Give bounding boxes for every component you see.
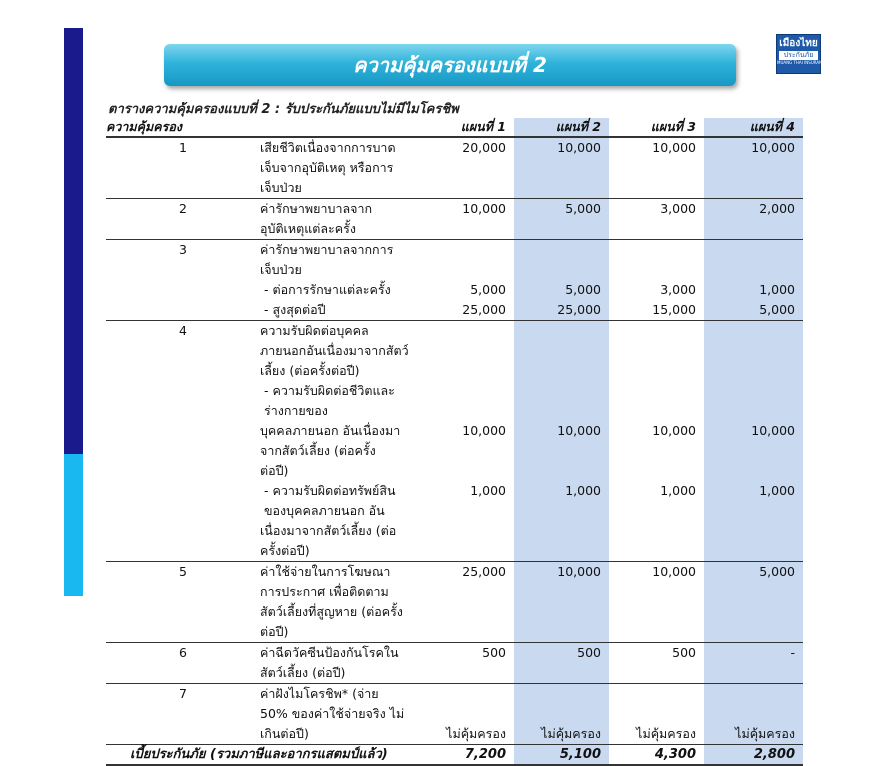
row-number bbox=[106, 421, 260, 461]
coverage-table bbox=[106, 118, 803, 766]
coverage-description: ค่ารักษาพยาบาลจากอุบัติเหตุแต่ละครั้ง bbox=[260, 199, 414, 240]
coverage-description: ความรับผิดต่อบุคคลภายนอกอันเนื่องมาจากสัตว์ bbox=[260, 321, 414, 362]
logo-line-3: MUANG THAI INSURANCE bbox=[777, 60, 828, 65]
row-number bbox=[106, 521, 260, 562]
coverage-description: ค่าใช้จ่ายในการโฆษณา การประกาศ เพื่อติดตาม bbox=[260, 562, 414, 603]
plan-4-value: 1,000 bbox=[704, 280, 803, 300]
plan-1-value bbox=[414, 240, 514, 281]
table-row bbox=[106, 199, 803, 240]
table-row bbox=[106, 178, 803, 199]
plan-3-value: 3,000 bbox=[660, 282, 696, 297]
table-row bbox=[106, 300, 803, 321]
plan-3-value bbox=[609, 381, 704, 421]
plan-2-value bbox=[514, 178, 609, 199]
plan-3-value: 15,000 bbox=[652, 302, 696, 317]
sidebar-accent-light bbox=[64, 454, 83, 596]
header-plan-4: แผนที่ 4 bbox=[704, 118, 803, 137]
coverage-description: - ต่อการรักษาแต่ละครั้ง bbox=[264, 282, 391, 297]
plan-3-value bbox=[609, 321, 704, 362]
row-number bbox=[106, 461, 260, 481]
plan-2-value: 10,000 bbox=[514, 137, 609, 178]
coverage-description: สัตว์เลี้ยงที่สูญหาย (ต่อครั้งต่อปี) bbox=[260, 604, 403, 639]
coverage-description: ค่ารักษาพยาบาลจากการเจ็บป่วย bbox=[260, 240, 414, 281]
table-row bbox=[106, 602, 803, 643]
plan-4-value: 5,000 bbox=[704, 562, 803, 603]
coverage-description: เกินต่อปี) bbox=[260, 726, 309, 741]
table-row bbox=[106, 240, 803, 281]
sidebar-accent-dark bbox=[64, 28, 83, 454]
table-row bbox=[106, 321, 803, 362]
plan-2-value: 5,000 bbox=[514, 199, 609, 240]
plan-2-value bbox=[514, 602, 609, 643]
plan-3-value bbox=[609, 602, 704, 643]
plan-4-value bbox=[704, 684, 803, 725]
plan-4-value bbox=[704, 521, 803, 562]
plan-1-value bbox=[414, 321, 514, 362]
plan-3-value: ไม่คุ้มครอง bbox=[636, 726, 696, 741]
row-number bbox=[106, 300, 260, 321]
plan-4-value bbox=[704, 602, 803, 643]
plan-2-value: 500 bbox=[514, 643, 609, 684]
premium-plan-3: 4,300 bbox=[609, 745, 704, 766]
plan-4-value: 5,000 bbox=[704, 300, 803, 321]
plan-4-value: 2,000 bbox=[704, 199, 803, 240]
row-number: 4 bbox=[106, 321, 260, 362]
table-row bbox=[106, 684, 803, 725]
coverage-description: เลี้ยง (ต่อครั้งต่อปี) bbox=[260, 363, 360, 378]
plan-3-value bbox=[609, 684, 704, 725]
plan-2-value: 10,000 bbox=[514, 562, 609, 603]
plan-1-value: 20,000 bbox=[414, 137, 514, 178]
plan-3-value: 1,000 bbox=[660, 483, 696, 498]
coverage-description: เจ็บป่วย bbox=[260, 180, 302, 195]
row-number bbox=[106, 724, 260, 745]
plan-2-value: 5,000 bbox=[514, 280, 609, 300]
row-number: 2 bbox=[106, 199, 260, 240]
table-row bbox=[106, 643, 803, 684]
table-row bbox=[106, 361, 803, 381]
row-number: 1 bbox=[106, 137, 260, 178]
coverage-description: เสียชีวิตเนื่องจากการบาดเจ็บจากอุบัติเหตุ หรือการ bbox=[260, 137, 414, 178]
header-plan-2: แผนที่ 2 bbox=[514, 118, 609, 137]
plan-4-value: ไม่คุ้มครอง bbox=[704, 724, 803, 745]
logo-line-2: ประกันภัย bbox=[779, 51, 818, 60]
premium-row bbox=[106, 745, 803, 766]
coverage-description: ค่าฉีดวัคซีนป้องกันโรคในสัตว์เลี้ยง (ต่อปี) bbox=[260, 643, 414, 684]
table-row bbox=[106, 562, 803, 603]
plan-1-value: 10,000 bbox=[414, 199, 514, 240]
plan-2-value bbox=[514, 521, 609, 562]
plan-2-value bbox=[514, 381, 609, 421]
plan-4-value: - bbox=[704, 643, 803, 684]
coverage-description: - ความรับผิดต่อชีวิตและร่างกายของ bbox=[264, 383, 395, 418]
coverage-description: ค่าฝังไมโครชิพ* (จ่าย 50% ของค่าใช้จ่ายจริง ไม่ bbox=[260, 684, 414, 725]
plan-2-value bbox=[514, 361, 609, 381]
row-number: 5 bbox=[106, 562, 260, 603]
plan-3-value bbox=[609, 178, 704, 199]
plan-1-value: ไม่คุ้มครอง bbox=[446, 726, 506, 741]
plan-2-value bbox=[514, 684, 609, 725]
row-number bbox=[106, 361, 260, 381]
plan-4-value bbox=[704, 178, 803, 199]
plan-4-value: 1,000 bbox=[704, 481, 803, 521]
plan-3-value bbox=[609, 240, 704, 281]
plan-1-value: 25,000 bbox=[462, 302, 506, 317]
plan-1-value: 5,000 bbox=[470, 282, 506, 297]
logo-line-1: เมืองไทย bbox=[779, 38, 818, 49]
plan-1-value: 10,000 bbox=[462, 423, 506, 438]
plan-4-value bbox=[704, 381, 803, 421]
plan-3-value: 500 bbox=[609, 643, 704, 684]
premium-plan-2: 5,100 bbox=[514, 745, 609, 766]
header-plan-1: แผนที่ 1 bbox=[460, 119, 506, 134]
row-number: 7 bbox=[106, 684, 260, 725]
plan-2-value bbox=[514, 461, 609, 481]
table-row bbox=[106, 481, 803, 521]
premium-label: เบี้ยประกันภัย (รวมภาษีและอากรแสตมป์แล้ว) bbox=[106, 745, 414, 766]
plan-2-value: ไม่คุ้มครอง bbox=[514, 724, 609, 745]
plan-3-value: 10,000 bbox=[609, 137, 704, 178]
plan-2-value bbox=[514, 321, 609, 362]
plan-2-value: 25,000 bbox=[514, 300, 609, 321]
plan-3-value: 3,000 bbox=[609, 199, 704, 240]
plan-1-value bbox=[414, 361, 514, 381]
coverage-description: ต่อปี) bbox=[260, 463, 289, 478]
plan-1-value bbox=[414, 178, 514, 199]
plan-1-value: 500 bbox=[414, 643, 514, 684]
row-number bbox=[106, 178, 260, 199]
premium-plan-4: 2,800 bbox=[704, 745, 803, 766]
plan-1-value: 25,000 bbox=[414, 562, 514, 603]
plan-3-value: 10,000 bbox=[652, 423, 696, 438]
plan-3-value bbox=[609, 461, 704, 481]
plan-1-value: 1,000 bbox=[470, 483, 506, 498]
header-coverage-label: ความคุ้มครอง bbox=[106, 119, 182, 134]
plan-2-value bbox=[514, 240, 609, 281]
row-number bbox=[106, 481, 260, 521]
plan-4-value bbox=[704, 461, 803, 481]
premium-plan-1: 7,200 bbox=[414, 745, 514, 766]
plan-3-value bbox=[609, 521, 704, 562]
plan-4-value: 10,000 bbox=[704, 137, 803, 178]
table-header-row bbox=[106, 118, 803, 137]
plan-4-value bbox=[704, 240, 803, 281]
plan-1-value bbox=[414, 381, 514, 421]
row-number bbox=[106, 381, 260, 421]
coverage-description: - สูงสุดต่อปี bbox=[264, 302, 326, 317]
plan-1-value bbox=[414, 521, 514, 562]
plan-1-value bbox=[414, 461, 514, 481]
table-row bbox=[106, 381, 803, 421]
table-row bbox=[106, 724, 803, 745]
table-row bbox=[106, 421, 803, 461]
plan-1-value bbox=[414, 602, 514, 643]
row-number bbox=[106, 280, 260, 300]
page-title: ความคุ้มครองแบบที่ 2 bbox=[164, 44, 736, 86]
table-caption: ตารางความคุ้มครองแบบที่ 2 : รับประกันภัยแบบไม่มีไมโครชิพ bbox=[108, 102, 459, 117]
table-row bbox=[106, 137, 803, 178]
plan-4-value bbox=[704, 361, 803, 381]
plan-2-value: 10,000 bbox=[514, 421, 609, 461]
plan-4-value: 10,000 bbox=[704, 421, 803, 461]
coverage-description: เนื่องมาจากสัตว์เลี้ยง (ต่อครั้งต่อปี) bbox=[260, 523, 397, 558]
table-row bbox=[106, 461, 803, 481]
row-number: 6 bbox=[106, 643, 260, 684]
plan-1-value bbox=[414, 684, 514, 725]
plan-2-value: 1,000 bbox=[514, 481, 609, 521]
plan-3-value: 10,000 bbox=[609, 562, 704, 603]
row-number: 3 bbox=[106, 240, 260, 281]
table-row bbox=[106, 280, 803, 300]
muang-thai-logo bbox=[776, 34, 828, 74]
plan-4-value bbox=[704, 321, 803, 362]
table-row bbox=[106, 521, 803, 562]
coverage-description: - ความรับผิดต่อทรัพย์สินของบุคคลภายนอก อัน bbox=[264, 483, 396, 518]
coverage-description: บุคคลภายนอก อันเนื่องมาจากสัตว์เลี้ยง (ต่อครั้ง bbox=[260, 423, 401, 458]
header-plan-3: แผนที่ 3 bbox=[650, 119, 696, 134]
plan-3-value bbox=[609, 361, 704, 381]
row-number bbox=[106, 602, 260, 643]
